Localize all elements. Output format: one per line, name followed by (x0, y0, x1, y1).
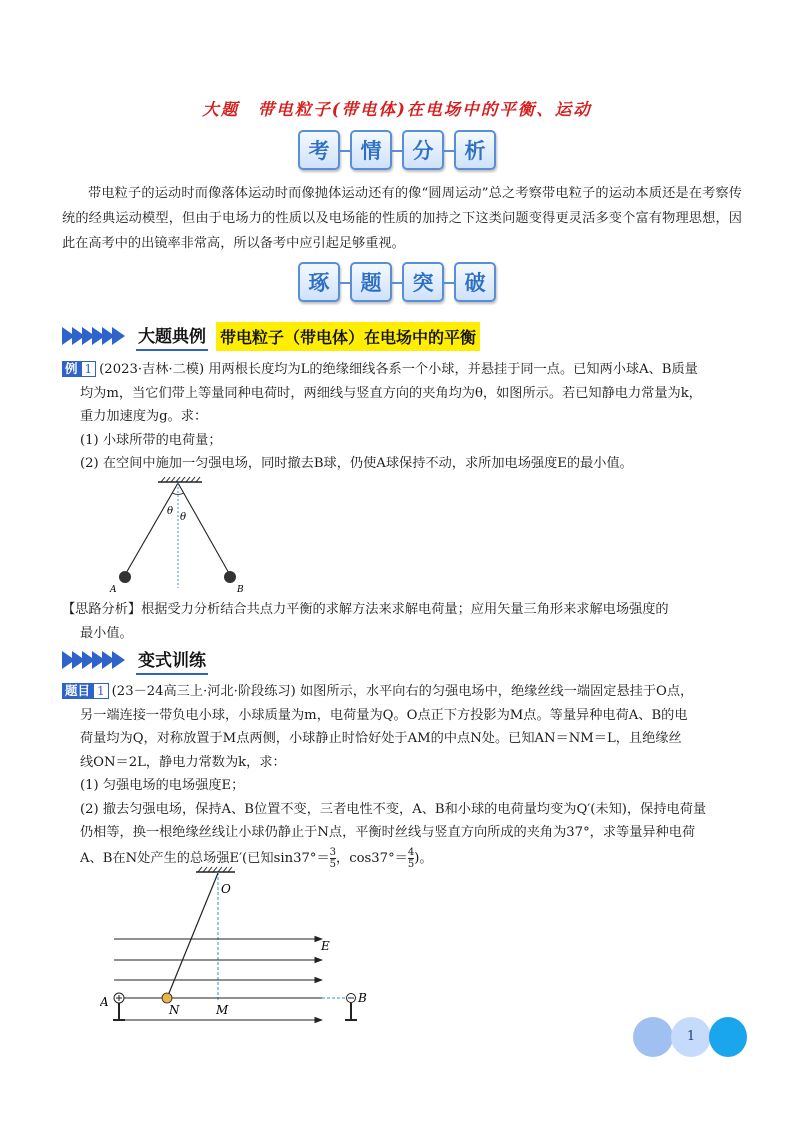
label-o: O (221, 882, 231, 896)
section-label: 变式训练 (136, 646, 208, 675)
problem-tag: 题目 (62, 683, 93, 699)
label-m: M (216, 1003, 229, 1017)
badge-row-breakthrough (0, 262, 794, 302)
label-b: B (358, 991, 367, 1005)
label-e: E (321, 939, 330, 953)
intro-paragraph: 带电粒子的运动时而像落体运动时而像抛体运动还有的像“圆周运动”总之考察带电粒子的运动本质还是在考察传统的经典运动模型，但由于电场力的性质以及电场能的性质的加持之下这类问题变得更灵活多变个富有物理思想，因此在高考中的出镜率非常高，所以备考中应引起足够重视。 (62, 186, 742, 251)
badge-char: 琢 (298, 262, 340, 302)
ball-b (224, 571, 236, 583)
problem-1: 题目 1 (23－24高三上·河北·阶段练习) 如图所示，水平向右的匀强电场中，绝缘丝线一端固定悬挂于O点， 另一端连接一带负电小球，小球质量为m，电荷量为Q。O点正下方投影为M点。等量异种电荷A、B的电 荷量均为Q，对称放置于M点两侧，小球静止时恰好处于AM的中点N处。已知AN＝NM＝L，且绝缘丝 线ON＝2L，静电力常数为k，求： (1) 匀强电场的电场强度E； (2) 撤去匀强电场，保持A、B位置不变，三者电性不变，A、B和小球的电荷量均变为Q′(未知)，保持电荷量 仍相等，换一根绝缘丝线让小球仍静止于N点，平衡时丝线与竖直方向所成的夹角为37°，求等量异种电荷 A、B在N处产生的总场强E′(已知sin37°＝ $\frac{3}{5}$ ，cos37°＝ $\frac{4}{5}$ )。 (62, 680, 742, 873)
section-label: 大题典例 (136, 322, 208, 351)
badge-char: 考 (298, 130, 340, 170)
section-header-variant (62, 645, 208, 675)
field-figure (100, 862, 380, 1032)
label-a: A (100, 995, 109, 1009)
analysis-text: 【思路分析】根据受力分析结合共点力平衡的求解方法来求解电荷量；应用矢量三角形来求解电场强度的 最小值。 (62, 602, 669, 641)
badge-char: 破 (454, 262, 496, 302)
section-header-typical (62, 321, 480, 351)
section-highlight: 带电粒子（带电体）在电场中的平衡 (216, 322, 480, 351)
problem-number: 1 (93, 683, 109, 699)
example-tag: 例 (62, 361, 81, 377)
pendulum-figure (100, 476, 260, 596)
theta-label-2: θ (180, 512, 187, 523)
label-a: A (110, 585, 117, 595)
chevron-arrows-icon (62, 651, 122, 669)
question-2: (2) 撤去匀强电场，保持A、B位置不变，三者电性不变，A、B和小球的电荷量均变为Q′(未知)，保持电荷量 (80, 801, 707, 817)
question-2: (2) 在空间中施加一匀强电场，同时撤去B球，仍使A球保持不动，求所加电场强度E的最小值。 (80, 456, 633, 471)
badge-char: 析 (454, 130, 496, 170)
fraction-sin: $\frac{3}{5}$ (329, 846, 337, 870)
chevron-arrows-icon (62, 327, 122, 345)
theta-label-1: θ (167, 506, 174, 517)
label-b: B (237, 585, 244, 595)
badge-row-analysis (0, 130, 794, 170)
badge-char: 突 (402, 262, 444, 302)
question-1: (1) 小球所带的电荷量； (80, 432, 222, 448)
question-1: (1) 匀强电场的电场强度E； (80, 778, 245, 793)
ball-n (162, 993, 172, 1003)
example-1: 例 1 (2023·吉林·二模) 用两根长度均为L的绝缘细线各系一个小球，并悬挂于同一点。已知两小球A、B质量 均为m，当它们带上等量同种电荷时，两细线与竖直方向的夹角均为θ，如图所示。若已知静电力常量为k， 重力加速度为g。求： (1) 小球所带的电荷量； (2) 在空间中施加一匀强电场，同时撤去B球，仍使A球保持不动，求所加电场强度E的最小值。 (62, 358, 742, 476)
fraction-cos: $\frac{4}{5}$ (407, 846, 415, 870)
label-n: N (169, 1003, 180, 1017)
badge-char: 分 (402, 130, 444, 170)
example-number: 1 (81, 361, 97, 377)
page-title: 大题 带电粒子(带电体)在电场中的平衡、运动 (202, 100, 592, 119)
badge-char: 情 (350, 130, 392, 170)
page-number: 1 (671, 1017, 711, 1057)
ball-a (119, 571, 131, 583)
badge-char: 题 (350, 262, 392, 302)
